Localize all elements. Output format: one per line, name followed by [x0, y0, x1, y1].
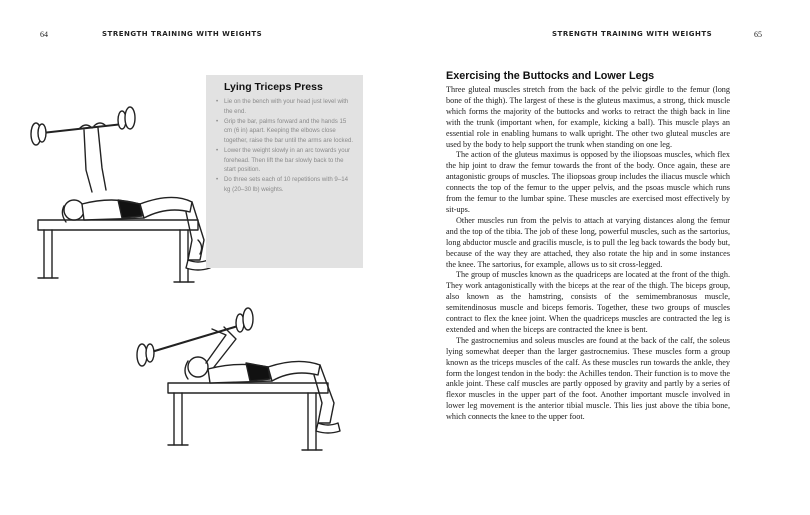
left-running-title: STRENGTH TRAINING WITH WEIGHTS: [102, 30, 263, 38]
right-running-title: STRENGTH TRAINING WITH WEIGHTS: [552, 30, 713, 38]
exercise-step: • Lower the weight slowly in an arc towards your forehead. Then lift the bar slowly back to the start position.: [216, 146, 355, 175]
article-paragraph: Three gluteal muscles stretch from the back of the pelvic girdle to the femur (long bone of the thigh). The largest of these is the gluteus maximus, a strong, thick muscle which forms the majority of the buttocks and works to retract the thigh back in line with the trunk (important when, for example, kicking a ball). This muscle plays an essential role in enabling humans to walk upright. The other two gluteal muscles are used by the body to help support the trunk when standing on one leg.: [446, 85, 730, 149]
exercise-steps: [216, 97, 355, 194]
right-page-number: 65: [754, 30, 762, 39]
exercise-instructions-box: [206, 75, 363, 268]
triceps-press-start-illustration: [22, 100, 237, 315]
article-paragraph: The gastrocnemius and soleus muscles are found at the back of the calf, the soleus lying somewhat deeper than the larger gastrocnemius. These muscles form a group known as the triceps muscles of the calf. As these muscles run towards the ankle, they form the longest tendon in the body: the Achilles tendon. Their function is to move the ankle joint. These calf muscles are partly opposed by gravity and partly by a series of flexor muscles in the upper part of the foot. Another important muscle involved in lower leg movement is the anterior tibial muscle. This lies just above the tibia bone, which connects the knee to the upper foot.: [446, 335, 730, 422]
exercise-step: • Lie on the bench with your head just level with the end.: [216, 97, 355, 116]
article-paragraph: Other muscles run from the pelvis to attach at varying distances along the femur and the top of the tibia. The job of these long, powerful muscles, such as the sartorius, long abductor muscle and gracilis muscle, is to pull the leg back towards the body but, because of the way they are attached, they also rotate the hip and in some instances the knee. The sartorius, for example, allows us to sit cross-legged.: [446, 215, 730, 269]
article: [446, 70, 730, 423]
exercise-title: Lying Triceps Press: [224, 81, 323, 93]
article-paragraph: The action of the gluteus maximus is opposed by the iliopsoas muscles, which flex the hip joint to draw the femur towards the front of the body. Once again, these are antagonistic groups of muscles. The iliopsoas group includes the iliacus muscle which connects the top of the femur to the upper pelvis, and the psoas muscle which runs from the femur to the lumbar spine. These muscles are exercised most effectively by sit-ups.: [446, 150, 730, 214]
left-page-number: 64: [40, 30, 48, 39]
article-heading: Exercising the Buttocks and Lower Legs: [446, 70, 655, 82]
triceps-press-lowered-illustration: [128, 305, 378, 505]
exercise-step: • Do three sets each of 10 repetitions with 9–14 kg (20–30 lb) weights.: [216, 175, 355, 194]
exercise-step: • Grip the bar, palms forward and the hands 15 cm (6 in) apart. Keeping the elbows close together, raise the bar until the arms are locked.: [216, 117, 355, 146]
article-paragraph: The group of muscles known as the quadriceps are located at the front of the thigh. They work antagonistically with the biceps at the rear of the thigh. The biceps group, also known as the hamstring, consists of the semimembranosus muscle, semitendinosus muscle and biceps femoris. Together, these two groups of muscles contract to flex the knee joint. When the quadriceps muscles are contracted the leg is extended and when the biceps are contracted the knee is bent.: [446, 270, 730, 334]
